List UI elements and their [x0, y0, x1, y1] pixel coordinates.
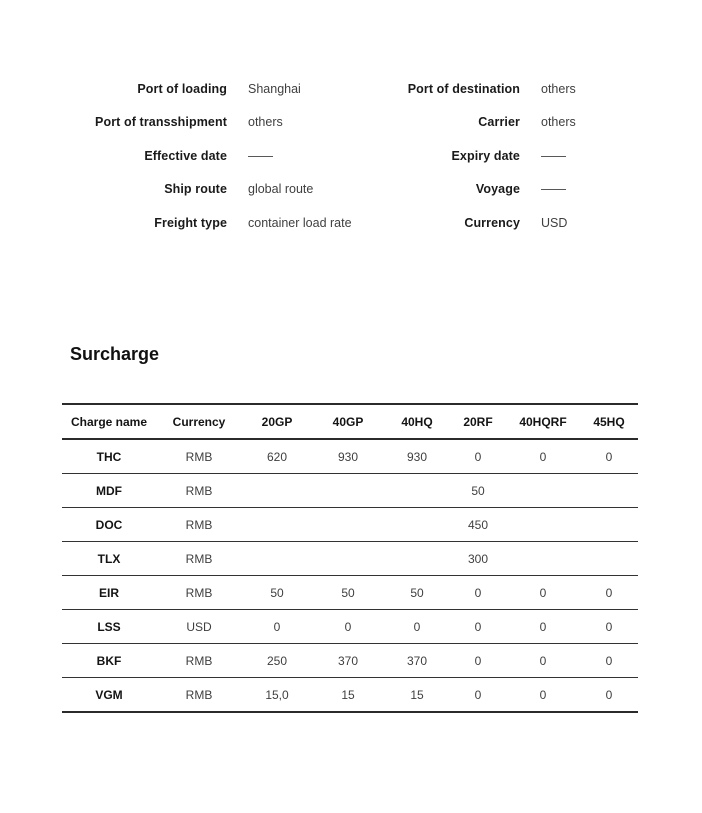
rate-cell: 50 — [384, 576, 450, 610]
rate-cell: 0 — [312, 610, 384, 644]
port-of-destination-label: Port of destination — [407, 81, 520, 96]
rate-cell: 0 — [580, 678, 638, 713]
rate-cell: 50 — [312, 576, 384, 610]
rate-cell — [242, 474, 312, 508]
rate-cell — [506, 508, 580, 542]
currency-cell: RMB — [156, 508, 242, 542]
charge-name-cell: EIR — [62, 576, 156, 610]
effective-date-value: —— — [248, 148, 273, 163]
voyage-value: —— — [541, 182, 566, 197]
currency-value: USD — [541, 215, 568, 230]
rate-cell: 15 — [312, 678, 384, 713]
table-row — [62, 508, 638, 542]
expiry-date-value: —— — [541, 148, 566, 163]
charge-name-cell: THC — [62, 439, 156, 474]
column-header-20rf: 20RF — [450, 404, 506, 439]
ship-route-value: global route — [248, 182, 314, 197]
summary-row — [57, 106, 576, 140]
rate-cell: 370 — [312, 644, 384, 678]
summary-row — [57, 72, 576, 106]
table-row — [62, 610, 638, 644]
summary-row — [57, 139, 576, 173]
freight-type-value: container load rate — [248, 215, 352, 230]
rate-cell: 930 — [384, 439, 450, 474]
rate-cell — [580, 474, 638, 508]
rate-cell: 0 — [506, 644, 580, 678]
rate-cell: 300 — [450, 542, 506, 576]
surcharge-section-title: Surcharge — [70, 344, 160, 364]
ship-route-label: Ship route — [164, 182, 227, 197]
currency-cell: RMB — [156, 439, 242, 474]
rate-cell: 0 — [450, 678, 506, 713]
table-header-row — [62, 404, 638, 439]
carrier-label: Carrier — [478, 115, 520, 130]
rate-cell: 930 — [312, 439, 384, 474]
rate-cell: 0 — [450, 439, 506, 474]
port-of-transshipment-value: others — [248, 115, 283, 130]
rate-cell: 450 — [450, 508, 506, 542]
rate-cell: 50 — [242, 576, 312, 610]
rate-cell: 0 — [450, 576, 506, 610]
rate-cell: 0 — [506, 678, 580, 713]
expiry-date-label: Expiry date — [451, 148, 520, 163]
rate-cell: 0 — [450, 644, 506, 678]
rate-cell — [506, 542, 580, 576]
currency-cell: RMB — [156, 576, 242, 610]
column-header-40hqrf: 40HQRF — [506, 404, 580, 439]
table-row — [62, 439, 638, 474]
currency-cell: RMB — [156, 474, 242, 508]
charge-name-cell: MDF — [62, 474, 156, 508]
rate-cell — [580, 542, 638, 576]
table-row — [62, 678, 638, 713]
currency-cell: RMB — [156, 678, 242, 713]
rate-cell: 15 — [384, 678, 450, 713]
table-row — [62, 644, 638, 678]
currency-label: Currency — [464, 215, 520, 230]
column-header-40hq: 40HQ — [384, 404, 450, 439]
rate-cell: 15,0 — [242, 678, 312, 713]
voyage-label: Voyage — [475, 182, 520, 197]
rate-cell: 0 — [506, 610, 580, 644]
summary-row — [57, 173, 576, 207]
rate-cell: 0 — [242, 610, 312, 644]
freight-type-label: Freight type — [154, 215, 227, 230]
table-row — [62, 576, 638, 610]
rate-cell — [242, 542, 312, 576]
rate-cell — [384, 474, 450, 508]
port-of-destination-value: others — [541, 81, 576, 96]
rate-cell: 0 — [580, 644, 638, 678]
column-header-40gp: 40GP — [312, 404, 384, 439]
rate-cell — [580, 508, 638, 542]
surcharge-table — [62, 403, 638, 713]
rate-cell: 250 — [242, 644, 312, 678]
column-header-45hq: 45HQ — [580, 404, 638, 439]
rate-cell — [312, 542, 384, 576]
summary-row — [57, 206, 576, 240]
charge-name-cell: BKF — [62, 644, 156, 678]
port-of-transshipment-label: Port of transshipment — [95, 115, 227, 130]
rate-cell: 0 — [580, 610, 638, 644]
column-header-charge-name: Charge name — [62, 404, 156, 439]
rate-cell: 370 — [384, 644, 450, 678]
rate-cell: 620 — [242, 439, 312, 474]
charge-name-cell: TLX — [62, 542, 156, 576]
effective-date-label: Effective date — [144, 148, 227, 163]
rate-cell — [506, 474, 580, 508]
rate-cell: 0 — [384, 610, 450, 644]
rate-cell: 0 — [450, 610, 506, 644]
rate-cell: 0 — [506, 439, 580, 474]
rate-cell — [384, 542, 450, 576]
charge-name-cell: LSS — [62, 610, 156, 644]
table-row — [62, 542, 638, 576]
rate-cell — [242, 508, 312, 542]
charge-name-cell: VGM — [62, 678, 156, 713]
rate-cell: 0 — [580, 576, 638, 610]
carrier-value: others — [541, 115, 576, 130]
port-of-loading-value: Shanghai — [248, 81, 301, 96]
currency-cell: USD — [156, 610, 242, 644]
table-row — [62, 474, 638, 508]
port-of-loading-label: Port of loading — [137, 81, 227, 96]
column-header-currency: Currency — [156, 404, 242, 439]
rate-cell — [312, 508, 384, 542]
column-header-20gp: 20GP — [242, 404, 312, 439]
rate-cell: 0 — [580, 439, 638, 474]
charge-name-cell: DOC — [62, 508, 156, 542]
rate-cell — [384, 508, 450, 542]
rate-cell: 50 — [450, 474, 506, 508]
shipment-summary — [57, 72, 576, 240]
currency-cell: RMB — [156, 644, 242, 678]
rate-cell: 0 — [506, 576, 580, 610]
rate-cell — [312, 474, 384, 508]
currency-cell: RMB — [156, 542, 242, 576]
